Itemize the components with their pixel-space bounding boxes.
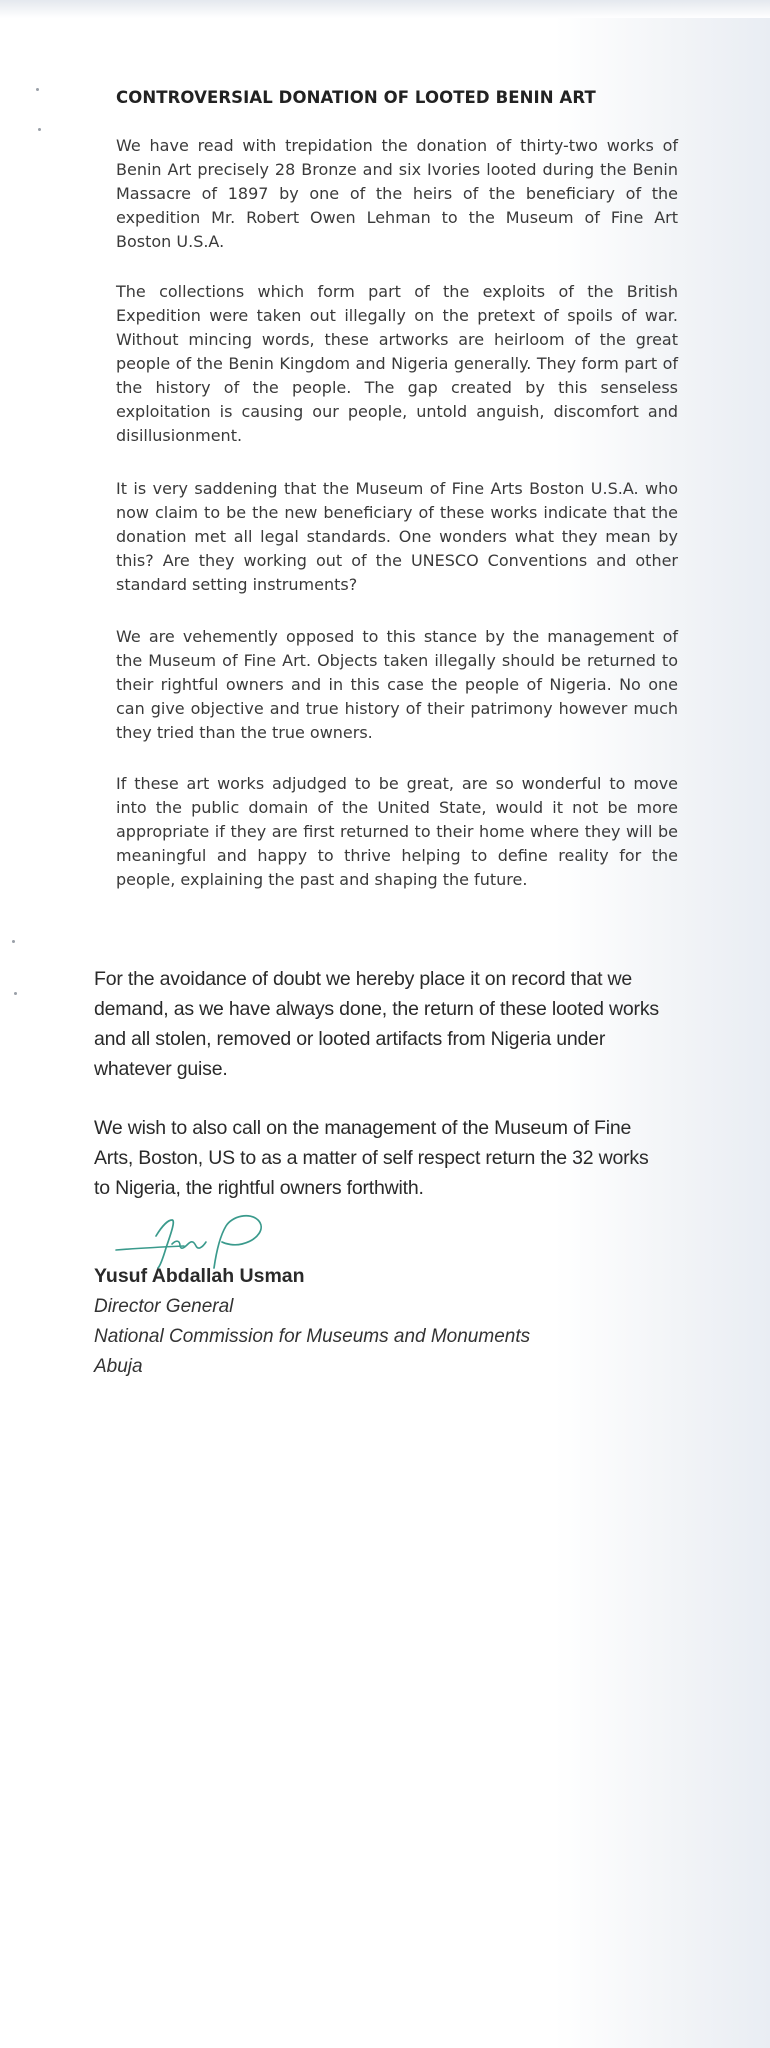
scan-speck	[12, 940, 15, 943]
paragraph-opposition: We are vehemently opposed to this stance by the management of the Museum of Fine Art. Objects taken illegally should be returned to their rightful owners and in this case the people of Nigeria. No one can give objective and true history of their patrimony however much they tried than the true owners.	[116, 627, 678, 742]
scan-speck	[36, 88, 39, 91]
paragraph-public-domain: If these art works adjudged to be great, are so wonderful to move into the public domain of the United State, would it not be more appropriate if they are first returned to their home where they will be meaningful and happy to thrive helping to define reality for the people, explaining the past and shaping the future.	[116, 774, 678, 889]
paragraph-demand: For the avoidance of doubt we hereby place it on record that we demand, as we have always done, the return of these looted works and all stolen, removed or looted artifacts from Nigeria under whatever guise.	[94, 968, 659, 1080]
paragraph-museum-claim: It is very saddening that the Museum of Fine Arts Boston U.S.A. who now claim to be the new beneficiary of these works indicate that the donation met all legal standards. One wonders what they mean by this? Are they working out of the UNESCO Conventions and other standard setting instruments?	[116, 479, 678, 594]
signatory-name: Yusuf Abdallah Usman	[94, 1265, 305, 1287]
paragraph-donation: We have read with trepidation the donation of thirty-two works of Benin Art precisely 28 Bronze and six Ivories looted during the Benin Massacre of 1897 by one of the heirs of the beneficiary of the expedition Mr. Robert Owen Lehman to the Museum of Fine Art Boston U.S.A.	[116, 136, 678, 251]
signatory-position: Director General	[94, 1296, 234, 1317]
handwritten-signature	[110, 1206, 290, 1272]
signatory-organization: National Commission for Museums and Monuments	[94, 1326, 531, 1347]
letter-title: CONTROVERSIAL DONATION OF LOOTED BENIN ART	[116, 88, 596, 107]
signatory-location: Abuja	[94, 1356, 143, 1377]
scan-speck	[14, 992, 17, 995]
scan-speck	[38, 128, 41, 131]
paragraph-call-to-return: We wish to also call on the management of the Museum of Fine Arts, Boston, US to as a matter of self respect return the 32 works to Nigeria, the rightful owners forthwith.	[94, 1117, 649, 1199]
paragraph-collections: The collections which form part of the exploits of the British Expedition were taken out illegally on the pretext of spoils of war. Without mincing words, these artworks are heirloom of the great people of the Benin Kingdom and Nigeria generally. They form part of the history of the people. The gap created by this senseless exploitation is causing our people, untold anguish, discomfort and disillusionment.	[116, 282, 678, 445]
scan-top-edge	[0, 0, 770, 18]
